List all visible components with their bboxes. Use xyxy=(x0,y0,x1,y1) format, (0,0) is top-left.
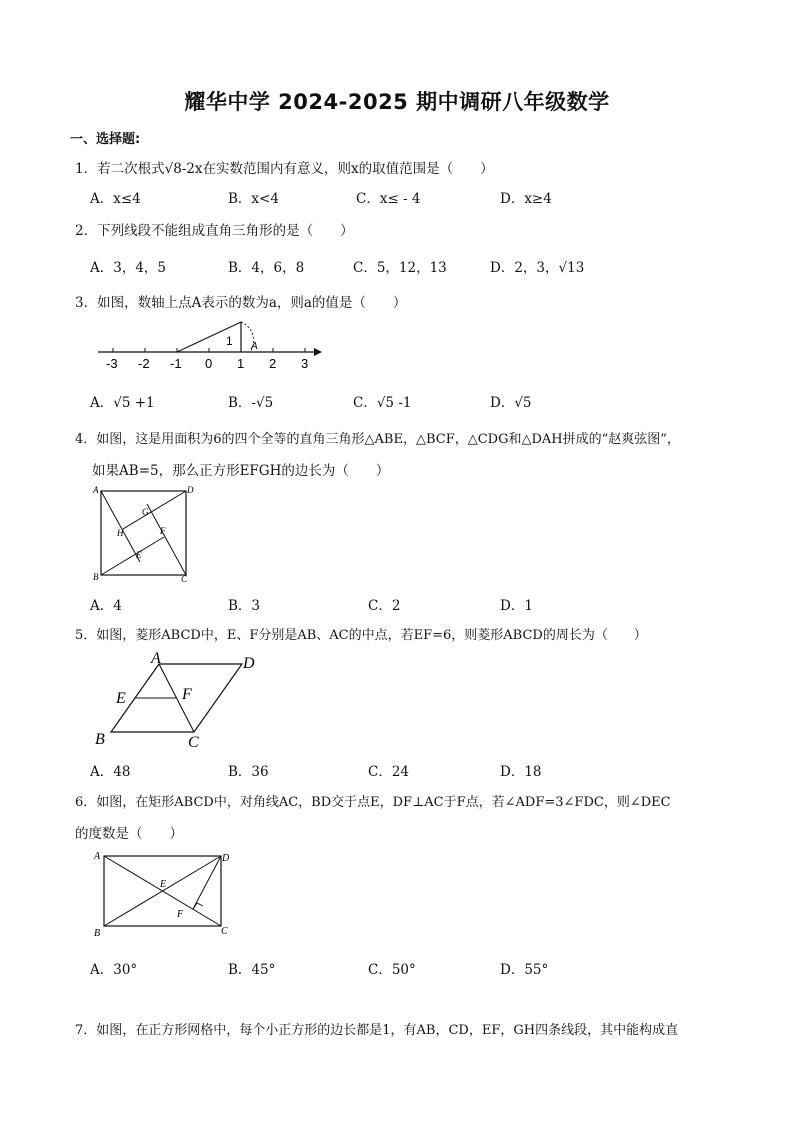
question-1-stem: 1．若二次根式√8-2x在实数范围内有意义，则x的取值范围是（ ） xyxy=(75,161,494,177)
q6-option-b[interactable]: B．45° xyxy=(228,962,276,978)
page-title: 耀华中学 2024-2025 期中调研八年级数学 xyxy=(184,90,610,114)
q2-option-c[interactable]: C．5，12，13 xyxy=(353,260,447,276)
vertex-c: C xyxy=(188,734,199,751)
vertex-e: E xyxy=(160,879,167,890)
q1-option-b[interactable]: B．x<4 xyxy=(228,191,279,207)
vertex-c: C xyxy=(221,926,228,937)
tick-label: 3 xyxy=(301,356,309,371)
vertex-e: E xyxy=(136,550,142,560)
tick-label: -2 xyxy=(138,356,150,371)
q6-option-a[interactable]: A．30° xyxy=(90,962,138,978)
q5-option-d[interactable]: D．18 xyxy=(500,764,542,780)
rhombus-figure xyxy=(90,646,270,754)
vertex-f: F xyxy=(182,686,192,703)
vertex-a: A xyxy=(93,485,99,495)
question-5-stem: 5．如图，菱形ABCD中，E、F分别是AB、AC的中点，若EF=6，则菱形ABCD的周长为（ ） xyxy=(75,628,647,643)
vertex-e: E xyxy=(116,690,126,707)
rectangle-figure xyxy=(90,846,240,942)
q4-option-a[interactable]: A．4 xyxy=(90,598,122,614)
question-2-stem: 2．下列线段不能组成直角三角形的是（ ） xyxy=(75,223,354,239)
vertex-a: A xyxy=(151,650,161,667)
point-a-label: A xyxy=(251,341,258,352)
question-3-stem: 3．如图，数轴上点A表示的数为a，则a的值是（ ） xyxy=(75,295,407,311)
tick-label: 0 xyxy=(205,356,213,371)
q5-option-c[interactable]: C．24 xyxy=(368,764,410,780)
vertex-g: G xyxy=(142,507,149,517)
q3-option-b[interactable]: B．-√5 xyxy=(228,395,274,411)
vertex-b: B xyxy=(95,731,105,748)
vertex-d: D xyxy=(222,853,230,864)
side-label: 1 xyxy=(226,334,233,348)
q1-option-a[interactable]: A．x≤4 xyxy=(90,191,141,207)
question-6-stem-cont: 的度数是（ ） xyxy=(75,826,183,842)
q5-option-b[interactable]: B．36 xyxy=(228,764,269,780)
q3-option-d[interactable]: D．√5 xyxy=(490,395,532,411)
q2-option-d[interactable]: D．2，3，√13 xyxy=(490,260,585,276)
section-heading: 一、选择题: xyxy=(70,132,141,147)
q3-option-a[interactable]: A．√5 +1 xyxy=(90,395,155,411)
vertex-c: C xyxy=(181,574,188,584)
vertex-h: H xyxy=(117,528,124,538)
vertex-d: D xyxy=(187,485,194,495)
q2-option-b[interactable]: B．4，6，8 xyxy=(228,260,305,276)
q5-option-a[interactable]: A．48 xyxy=(90,764,131,780)
question-4-stem: 4．如图，这是用面积为6的四个全等的直角三角形△ABE，△BCF，△CDG和△DAH拼成的“赵爽弦图”， xyxy=(75,432,680,447)
vertex-d: D xyxy=(243,655,255,672)
tick-label: -1 xyxy=(170,356,182,371)
vertex-f: F xyxy=(160,526,166,536)
q3-option-c[interactable]: C．√5 -1 xyxy=(353,395,412,411)
zhao-shuang-figure xyxy=(90,482,200,586)
number-line-figure xyxy=(90,318,330,374)
tick-label: 1 xyxy=(237,356,245,371)
question-7-stem: 7．如图，在正方形网格中，每个小正方形的边长都是1，有AB，CD，EF，GH四条线段，其中能构成直 xyxy=(75,1023,679,1038)
tick-label: 2 xyxy=(269,356,277,371)
tick-label: -3 xyxy=(106,356,118,371)
q4-option-c[interactable]: C．2 xyxy=(368,598,401,614)
q6-option-d[interactable]: D．55° xyxy=(500,962,549,978)
vertex-a: A xyxy=(94,851,101,862)
vertex-b: B xyxy=(94,928,101,939)
q1-option-c[interactable]: C．x≤ - 4 xyxy=(356,191,421,207)
vertex-f: F xyxy=(177,909,184,920)
q4-option-b[interactable]: B．3 xyxy=(228,598,261,614)
question-4-stem-cont: 如果AB=5，那么正方形EFGH的边长为（ ） xyxy=(92,463,390,479)
vertex-b: B xyxy=(93,572,99,582)
q2-option-a[interactable]: A．3，4，5 xyxy=(90,260,167,276)
question-6-stem: 6．如图，在矩形ABCD中，对角线AC，BD交于点E，DF⊥AC于F点，若∠ADF=3∠FDC，则∠DEC xyxy=(75,795,671,810)
q6-option-c[interactable]: C．50° xyxy=(368,962,416,978)
q4-option-d[interactable]: D．1 xyxy=(500,598,533,614)
q1-option-d[interactable]: D．x≥4 xyxy=(500,191,552,207)
